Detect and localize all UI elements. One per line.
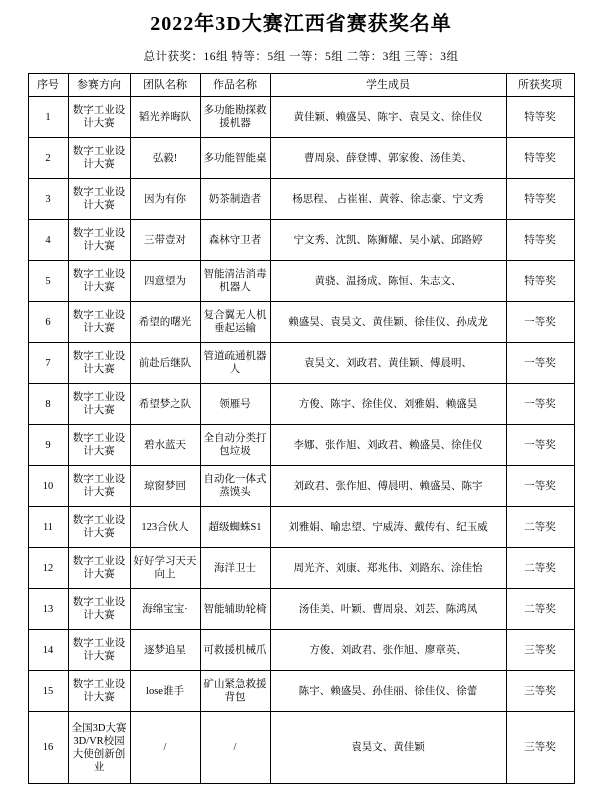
cell-work: 复合翼无人机垂起运输 — [200, 302, 270, 343]
table-row — [28, 630, 574, 671]
cell-members: 黄佳颖、赖盛昊、陈宇、袁昊文、徐佳仪 — [270, 97, 506, 138]
table-row — [28, 302, 574, 343]
cell-members: 汤佳美、叶颖、曹周泉、刘芸、陈鸿凤 — [270, 589, 506, 630]
cell-index: 2 — [28, 138, 68, 179]
cell-index: 4 — [28, 220, 68, 261]
table-row — [28, 97, 574, 138]
cell-award: 特等奖 — [506, 179, 574, 220]
cell-award: 特等奖 — [506, 138, 574, 179]
cell-work: 领雁号 — [200, 384, 270, 425]
cell-direction: 数字工业设计大赛 — [68, 466, 130, 507]
cell-members: 刘政君、张作旭、傅晨明、赖盛昊、陈宇 — [270, 466, 506, 507]
cell-direction: 数字工业设计大赛 — [68, 343, 130, 384]
cell-team: 好好学习天天向上 — [130, 548, 200, 589]
document-page — [0, 10, 602, 796]
cell-members: 杨思程、 占崔崔、黄蓉、徐志豪、宁文秀 — [270, 179, 506, 220]
cell-members: 曹周泉、薛登博、郭家俊、汤佳美、 — [270, 138, 506, 179]
cell-award: 特等奖 — [506, 97, 574, 138]
cell-direction: 数字工业设计大赛 — [68, 302, 130, 343]
cell-team: 逐梦追星 — [130, 630, 200, 671]
cell-team: 三带壹对 — [130, 220, 200, 261]
cell-index: 11 — [28, 507, 68, 548]
cell-team: 希望的曙光 — [130, 302, 200, 343]
cell-index: 3 — [28, 179, 68, 220]
cell-team: / — [130, 712, 200, 784]
cell-index: 5 — [28, 261, 68, 302]
cell-members: 袁昊文、黄佳颖 — [270, 712, 506, 784]
cell-index: 16 — [28, 712, 68, 784]
cell-award: 三等奖 — [506, 671, 574, 712]
cell-index: 13 — [28, 589, 68, 630]
cell-index: 12 — [28, 548, 68, 589]
cell-members: 黄骁、温扬成、陈恒、朱志文、 — [270, 261, 506, 302]
table-header-row — [28, 74, 574, 97]
cell-direction: 数字工业设计大赛 — [68, 507, 130, 548]
cell-members: 宁文秀、沈凯、陈狮耀、吴小斌、邱路婷 — [270, 220, 506, 261]
cell-team: lose谁手 — [130, 671, 200, 712]
table-row — [28, 384, 574, 425]
cell-team: 四意望为 — [130, 261, 200, 302]
cell-team: 碧水蓝天 — [130, 425, 200, 466]
cell-work: 多功能智能桌 — [200, 138, 270, 179]
cell-award: 二等奖 — [506, 507, 574, 548]
header-team: 团队名称 — [130, 74, 200, 97]
cell-work: 多功能勘探救援机器 — [200, 97, 270, 138]
cell-index: 6 — [28, 302, 68, 343]
cell-work: 管道疏通机器人 — [200, 343, 270, 384]
header-index: 序号 — [28, 74, 68, 97]
cell-work: 矿山紧急救援背包 — [200, 671, 270, 712]
cell-direction: 数字工业设计大赛 — [68, 220, 130, 261]
cell-award: 一等奖 — [506, 302, 574, 343]
cell-direction: 数字工业设计大赛 — [68, 548, 130, 589]
cell-direction: 数字工业设计大赛 — [68, 261, 130, 302]
cell-members: 陈宇、赖盛昊、孙佳丽、徐佳仪、徐蕾 — [270, 671, 506, 712]
table-row — [28, 138, 574, 179]
cell-direction: 数字工业设计大赛 — [68, 671, 130, 712]
table-row — [28, 425, 574, 466]
table-row — [28, 466, 574, 507]
cell-index: 8 — [28, 384, 68, 425]
cell-award: 一等奖 — [506, 384, 574, 425]
cell-direction: 全国3D大赛3D/VR校园大使创新创业 — [68, 712, 130, 784]
table-row — [28, 343, 574, 384]
cell-award: 二等奖 — [506, 589, 574, 630]
cell-work: 自动化一体式蒸馍头 — [200, 466, 270, 507]
cell-members: 方俊、刘政君、张作旭、廖章英、 — [270, 630, 506, 671]
table-row — [28, 548, 574, 589]
cell-award: 一等奖 — [506, 343, 574, 384]
cell-team: 韬光养晦队 — [130, 97, 200, 138]
cell-work: 智能清洁消毒机器人 — [200, 261, 270, 302]
cell-work: 全自动分类打包垃圾 — [200, 425, 270, 466]
table-header — [28, 74, 574, 97]
cell-members: 赖盛昊、袁昊文、黄佳颖、徐佳仪、孙成龙 — [270, 302, 506, 343]
cell-team: 琼窗梦回 — [130, 466, 200, 507]
cell-award: 特等奖 — [506, 261, 574, 302]
cell-team: 123合伙人 — [130, 507, 200, 548]
cell-direction: 数字工业设计大赛 — [68, 179, 130, 220]
cell-team: 海绵宝宝· — [130, 589, 200, 630]
cell-work: 奶茶制造者 — [200, 179, 270, 220]
cell-team: 希望梦之队 — [130, 384, 200, 425]
cell-award: 一等奖 — [506, 425, 574, 466]
cell-team: 弘毅! — [130, 138, 200, 179]
cell-direction: 数字工业设计大赛 — [68, 97, 130, 138]
cell-award: 三等奖 — [506, 712, 574, 784]
cell-award: 二等奖 — [506, 548, 574, 589]
table-row — [28, 589, 574, 630]
cell-index: 14 — [28, 630, 68, 671]
cell-direction: 数字工业设计大赛 — [68, 425, 130, 466]
cell-members: 李娜、张作旭、刘政君、赖盛昊、徐佳仪 — [270, 425, 506, 466]
table-row — [28, 220, 574, 261]
cell-work: / — [200, 712, 270, 784]
cell-team: 因为有你 — [130, 179, 200, 220]
cell-direction: 数字工业设计大赛 — [68, 589, 130, 630]
cell-index: 15 — [28, 671, 68, 712]
cell-direction: 数字工业设计大赛 — [68, 138, 130, 179]
summary-line: 总计获奖：16组 特等：5组 一等：5组 二等：3组 三等：3组 — [143, 51, 459, 63]
cell-award: 一等奖 — [506, 466, 574, 507]
cell-index: 1 — [28, 97, 68, 138]
cell-index: 7 — [28, 343, 68, 384]
cell-direction: 数字工业设计大赛 — [68, 384, 130, 425]
cell-members: 袁昊文、刘政君、黄佳颖、傅晨明、 — [270, 343, 506, 384]
cell-members: 方俊、陈宇、徐佳仪、刘雅娟、赖盛昊 — [270, 384, 506, 425]
table-row — [28, 671, 574, 712]
cell-work: 海洋卫士 — [200, 548, 270, 589]
table-row — [28, 261, 574, 302]
header-award: 所获奖项 — [506, 74, 574, 97]
table-row — [28, 712, 574, 784]
cell-index: 10 — [28, 466, 68, 507]
cell-direction: 数字工业设计大赛 — [68, 630, 130, 671]
header-work: 作品名称 — [200, 74, 270, 97]
cell-members: 周光齐、刘康、郑兆伟、刘路东、涂佳怡 — [270, 548, 506, 589]
page-title: 2022年3D大赛江西省赛获奖名单 — [150, 13, 452, 35]
cell-work: 智能辅助轮椅 — [200, 589, 270, 630]
cell-members: 刘雅娟、喻忠望、宁威涛、戴传有、纪玉威 — [270, 507, 506, 548]
cell-work: 可救援机械爪 — [200, 630, 270, 671]
cell-work: 森林守卫者 — [200, 220, 270, 261]
header-members: 学生成员 — [270, 74, 506, 97]
cell-team: 前赴后继队 — [130, 343, 200, 384]
cell-index: 9 — [28, 425, 68, 466]
cell-award: 三等奖 — [506, 630, 574, 671]
table-row — [28, 179, 574, 220]
header-direction: 参赛方向 — [68, 74, 130, 97]
award-list-table — [28, 73, 575, 784]
cell-award: 特等奖 — [506, 220, 574, 261]
cell-work: 超级蜘蛛S1 — [200, 507, 270, 548]
table-body — [28, 97, 574, 784]
table-row — [28, 507, 574, 548]
